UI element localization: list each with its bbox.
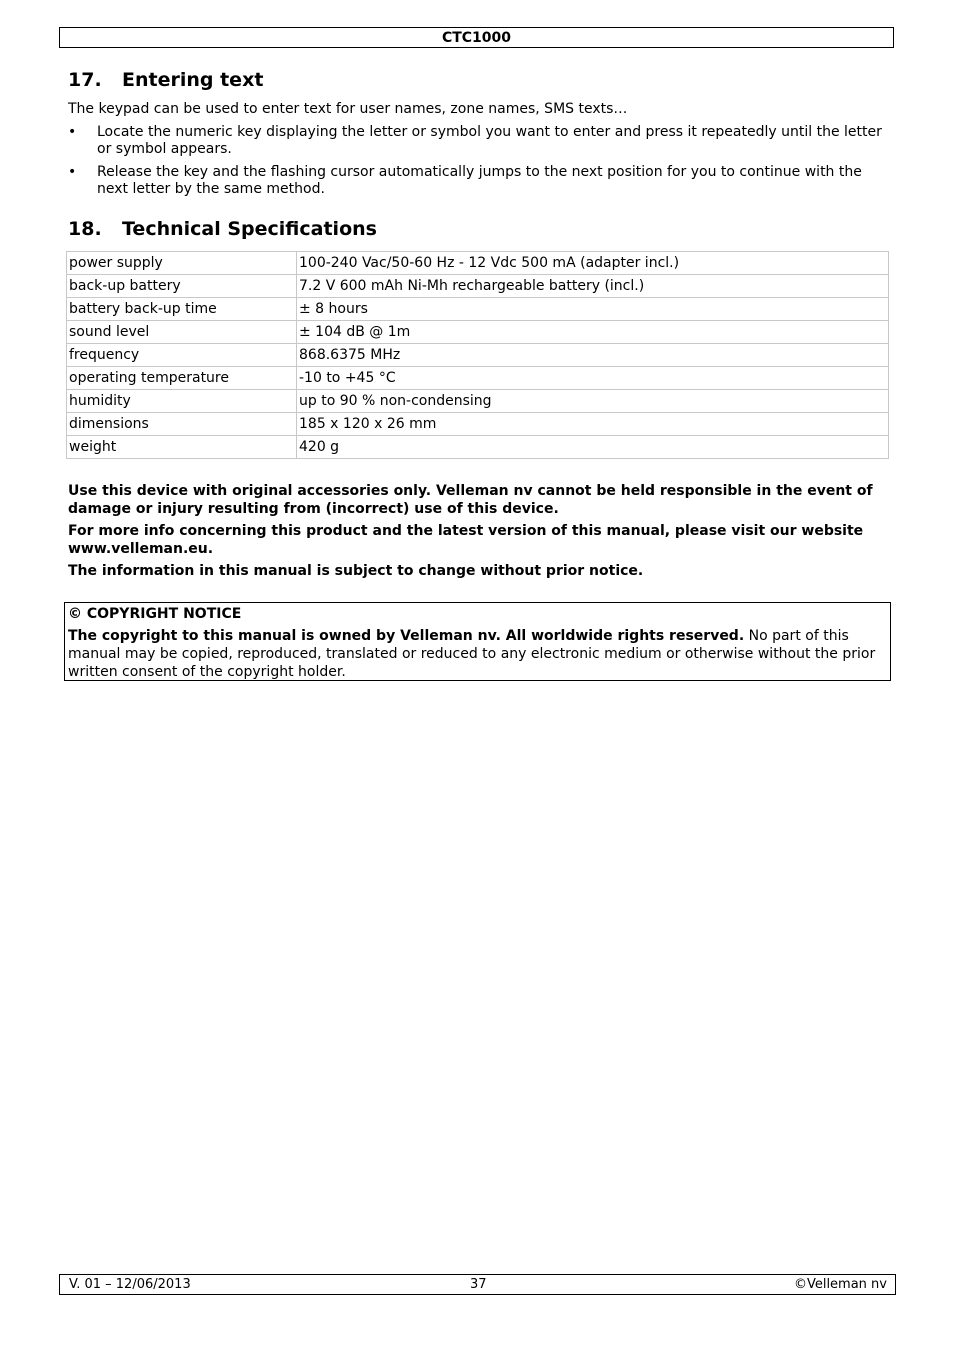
spec-label: frequency (67, 344, 297, 367)
spec-value: ± 8 hours (297, 298, 889, 321)
table-row (67, 390, 889, 413)
table-row (67, 298, 889, 321)
copyright-body (68, 627, 887, 681)
spec-value: 420 g (297, 436, 889, 459)
footer-company: ©Velleman nv (793, 1277, 887, 1292)
copyright-notice (64, 602, 891, 681)
table-row (67, 413, 889, 436)
table-row (67, 367, 889, 390)
spec-value: ± 104 dB @ 1m (297, 321, 889, 344)
footer-version: V. 01 – 12/06/2013 (69, 1277, 191, 1292)
section-entering-text (68, 68, 888, 198)
spec-label: power supply (67, 252, 297, 275)
section-heading (68, 217, 888, 241)
copyright-title: © COPYRIGHT NOTICE (68, 606, 242, 622)
section-number: 18. (68, 218, 102, 240)
spec-label: back-up battery (67, 275, 297, 298)
spec-label: battery back-up time (67, 298, 297, 321)
spec-label: sound level (67, 321, 297, 344)
spec-label: operating temperature (67, 367, 297, 390)
spec-label: weight (67, 436, 297, 459)
footer-page-number: 37 (470, 1277, 487, 1292)
section-title: Technical Specifications (122, 218, 377, 240)
spec-value: 7.2 V 600 mAh Ni-Mh rechargeable battery (incl.) (297, 275, 889, 298)
section-heading (68, 68, 888, 92)
list-item: • Release the key and the flashing cursor automatically jumps to the next position for you to continue with the next letter by the same method. (68, 164, 888, 198)
specifications-table (66, 251, 889, 459)
table-row (67, 344, 889, 367)
section-title: Entering text (122, 69, 264, 91)
model-name: CTC1000 (441, 30, 512, 46)
spec-value: 868.6375 MHz (297, 344, 889, 367)
spec-value: -10 to +45 °C (297, 367, 889, 390)
intro-paragraph: The keypad can be used to enter text for user names, zone names, SMS texts… (68, 101, 628, 117)
copyright-bold-text: The copyright to this manual is owned by Velleman nv. All worldwide rights reserved. (68, 628, 745, 644)
section-number: 17. (68, 69, 102, 91)
table-row (67, 436, 889, 459)
spec-label: dimensions (67, 413, 297, 436)
page-header (59, 27, 894, 48)
section-technical-specifications (68, 217, 888, 241)
copyright-text: No part of this manual may be copied, reproduced, translated or reduced to any electronic medium or otherwise without the prior written consent of the copyright holder. (68, 628, 876, 680)
spec-value: up to 90 % non-condensing (297, 390, 889, 413)
spec-label: humidity (67, 390, 297, 413)
notices-block (68, 482, 888, 580)
spec-value: 185 x 120 x 26 mm (297, 413, 889, 436)
spec-value: 100-240 Vac/50-60 Hz - 12 Vdc 500 mA (adapter incl.) (297, 252, 889, 275)
table-row (67, 252, 889, 275)
instruction-list (68, 124, 888, 198)
notice-change: The information in this manual is subject to change without prior notice. (68, 563, 644, 579)
list-item: • Locate the numeric key displaying the letter or symbol you want to enter and press it repeatedly until the letter or symbol appears. (68, 124, 888, 158)
notice-accessories: Use this device with original accessories only. Velleman nv cannot be held responsible in the event of damage or injury resulting from (incorrect) use of this device. (68, 483, 873, 517)
table-row (67, 321, 889, 344)
table-row (67, 275, 889, 298)
page-footer (59, 1274, 896, 1295)
notice-website: For more info concerning this product and the latest version of this manual, please visit our website www.velleman.eu. (68, 523, 864, 557)
